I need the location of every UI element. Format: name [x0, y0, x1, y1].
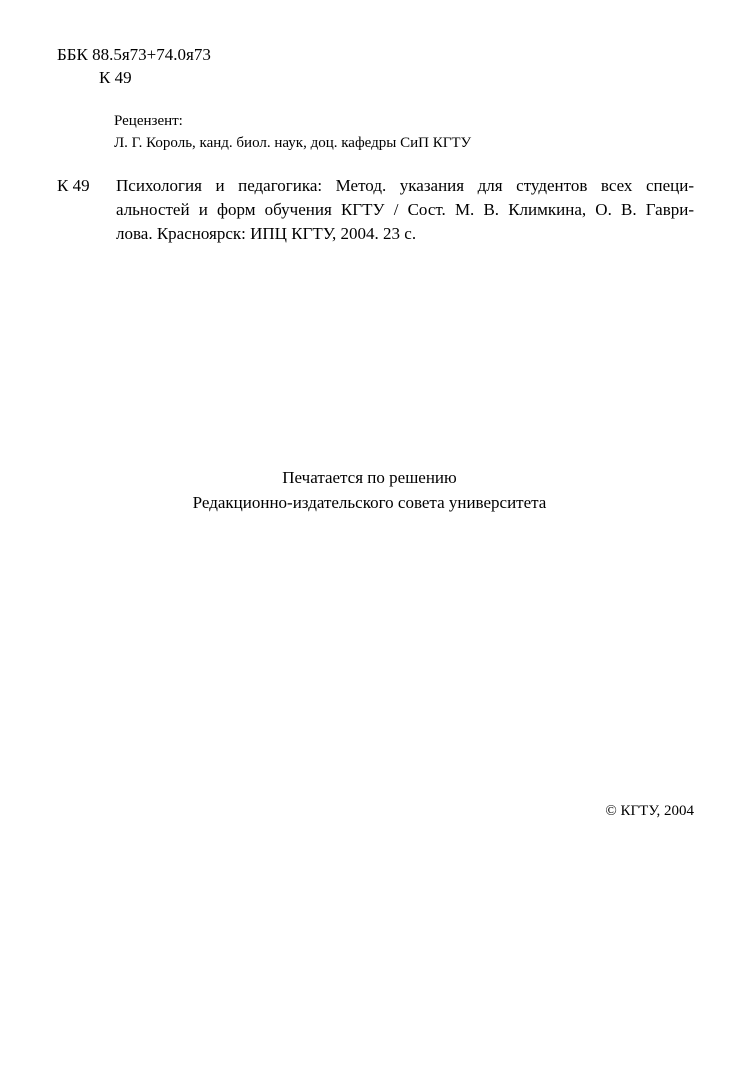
author-mark: К 49 — [99, 68, 132, 87]
publication-approval — [0, 465, 739, 515]
reviewer-title: Рецензент: — [114, 113, 183, 129]
approval-line: Печатается по решению — [282, 468, 457, 487]
catalog-line: альностей и форм обучения КГТУ / Сост. М. В. Климкина, О. В. Гаври- — [116, 200, 694, 219]
catalog-author-mark: К 49 — [57, 176, 90, 195]
approval-line: Редакционно-издательского совета университета — [192, 493, 547, 512]
reviewer-block — [114, 110, 471, 154]
catalog-line: лова. Красноярск: ИПЦ КГТУ, 2004. 23 с. — [116, 224, 417, 243]
reviewer-name: Л. Г. Король, канд. биол. наук, доц. кафедры СиП КГТУ — [114, 135, 472, 151]
copyright-notice: © КГТУ, 2004 — [605, 803, 694, 819]
bbk-classification-code: ББК 88.5я73+74.0я73 — [57, 45, 211, 64]
catalog-description — [116, 174, 694, 246]
catalog-line: Психология и педагогика: Метод. указания для студентов всех специ- — [116, 176, 694, 195]
